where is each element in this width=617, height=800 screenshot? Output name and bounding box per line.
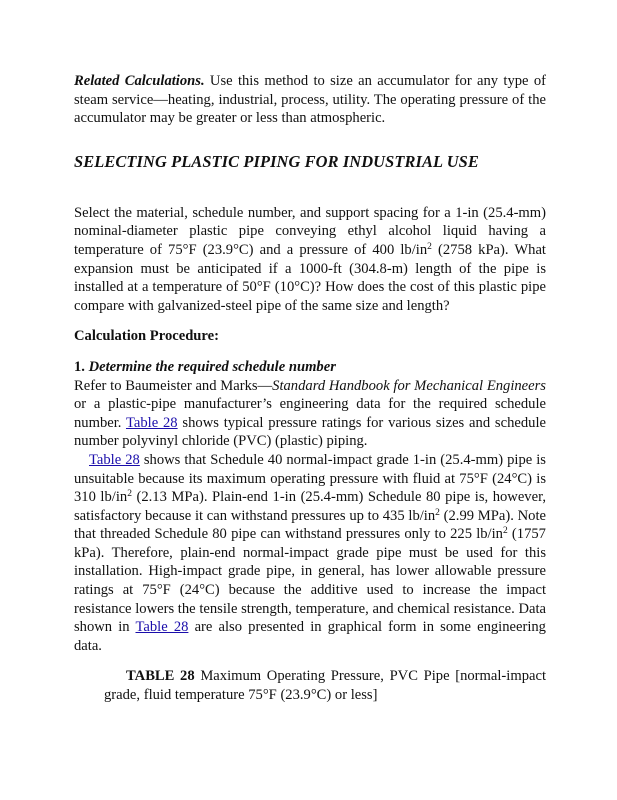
para2-text-4: (1757 kPa). Therefore, plain-end normal-impact grade pipe must be used for this installation. High-impact grade pipe, in general, has lower allowable pressure ratings at 75°F (24°C) because the additive used to increase the impact resistance lowers the tensile strength, temperature, and chemical resistance. Data shown in [74, 526, 546, 636]
calculation-procedure-heading: Calculation Procedure: [74, 328, 219, 345]
step-1-paragraph-1 [74, 377, 546, 451]
table-28-label: TABLE 28 [126, 668, 195, 685]
step-1-number: 1. [74, 358, 85, 375]
table-28-caption [104, 667, 546, 704]
para1-text-2: or a plastic-pipe manufacturer’s engineering data for the required schedule number. [74, 396, 546, 431]
table-28-link[interactable]: Table 28 [125, 414, 178, 431]
superscript-squared: 2 [127, 489, 132, 500]
para2-text-3: (2.99 MPa). Note that threaded Schedule 80 pipe can withstand pressures only to 225 lb/in [74, 507, 546, 543]
document-page [74, 72, 546, 705]
para1-text-3: shows typical pressure ratings for various sizes and schedule number polyvinyl chloride (PVC) (plastic) piping. [74, 414, 546, 450]
related-calculations-lead: Related Calculations. [74, 73, 205, 89]
table-28-link[interactable]: Table 28 [89, 451, 140, 468]
handbook-title: Standard Handbook for Mechanical Engineers [272, 377, 546, 394]
table-28-link[interactable]: Table 28 [135, 619, 189, 636]
step-1-heading [74, 358, 546, 377]
section-title: SELECTING PLASTIC PIPING FOR INDUSTRIAL USE [74, 151, 479, 171]
related-calculations-paragraph [74, 72, 546, 128]
problem-text-1: Select the material, schedule number, and support spacing for a 1-in (25.4-mm) nominal-diameter plastic pipe conveying ethyl alcohol liquid having a temperature of 75°F (23.9°C) and a pressure of 400 lb/in [74, 204, 546, 258]
superscript-squared: 2 [502, 526, 508, 537]
problem-statement [74, 204, 546, 316]
table-28-caption-text: Maximum Operating Pressure, PVC Pipe [normal-impact grade, fluid temperature 75°F (23.9°C) or less] [104, 668, 546, 704]
problem-text-2: (2758 kPa). What expansion must be anticipated if a 1000-ft (304.8-m) length of the pipe is installed at a temperature of 50°F (10°C)? How does the cost of this plastic pipe compare with galvanized-steel pipe of the same size and length? [74, 241, 546, 314]
step-1-paragraph-2 [74, 451, 546, 656]
related-calculations-text: Use this method to size an accumulator for any type of steam service—heating, industrial, process, utility. The operating pressure of the accumulator may be greater or less than atmospheric. [74, 73, 547, 127]
para2-text-5: are also presented in graphical form in some engineering data. [74, 619, 546, 654]
para1-text-1: Refer to Baumeister and Marks— [74, 377, 273, 394]
superscript-squared: 2 [435, 507, 440, 518]
para2-text-1: shows that Schedule 40 normal-impact grade 1-in (25.4-mm) pipe is unsuitable because its maximum operating pressure with fluid at 75°F (24°C) is 310 lb/in [74, 451, 546, 506]
superscript-squared: 2 [427, 241, 432, 252]
para2-text-2: (2.13 MPa). Plain-end 1-in (25.4-mm) Schedule 80 pipe is, however, satisfactory because it can withstand pressures up to 435 lb/in [74, 489, 546, 524]
step-1-title: Determine the required schedule number [84, 358, 336, 375]
